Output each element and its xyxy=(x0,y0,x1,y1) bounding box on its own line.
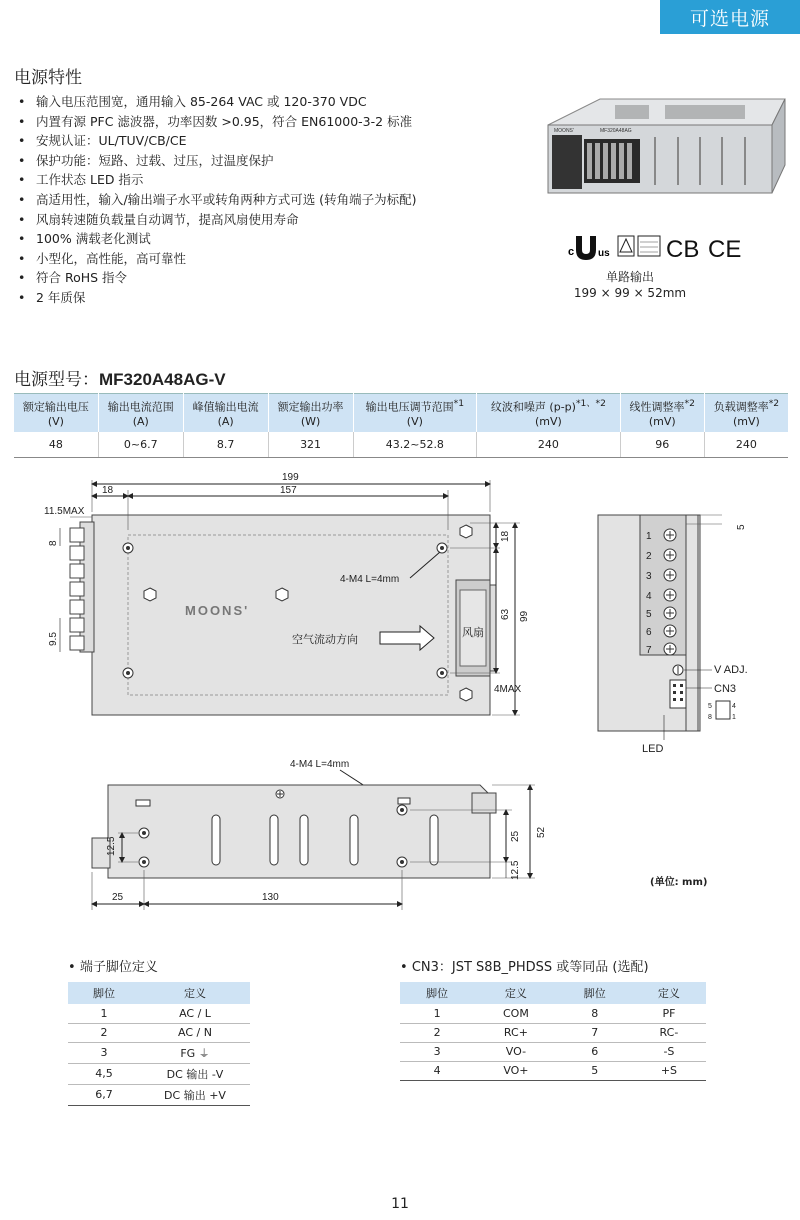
feature-item: • 内置有源 PFC 滤波器，功率因数 >0.95，符合 EN61000-3-2 标准 xyxy=(18,112,416,132)
cn3-pin-label: 5 xyxy=(708,703,712,710)
table-header-row xyxy=(68,982,250,1004)
table-row: 3 VO- 6 -S xyxy=(400,1042,706,1061)
model-label: 电源型号： xyxy=(14,370,99,390)
spec-header: 线性调整率$^{*2}$ (mV) xyxy=(620,394,704,432)
table-header: 脚位 xyxy=(68,982,140,1004)
side-view xyxy=(92,759,547,910)
led-label: LED xyxy=(642,743,664,755)
terminal-pins-table xyxy=(68,982,250,1106)
cn3-pins-title: • CN3：JST S8B_PHDSS 或等同品 (选配) xyxy=(400,960,649,975)
spec-value: 240 xyxy=(704,432,788,458)
category-badge: 可选电源 xyxy=(660,0,800,34)
spec-value: 96 xyxy=(620,432,704,458)
feature-item: • 保护功能：短路、过载、过压，过温度保护 xyxy=(18,151,416,171)
spec-value: 43.2~52.8 xyxy=(353,432,477,458)
model-title xyxy=(14,365,226,390)
spec-header-row xyxy=(14,394,788,432)
dim-18-vertical: 18 xyxy=(500,530,511,542)
m4-callout-top: 4-M4 L=4mm xyxy=(340,574,400,585)
spec-header: 峰值输出电流 (A) xyxy=(183,394,268,432)
terminal-number: 6 xyxy=(646,627,652,638)
brand-logo-text: MOONS' xyxy=(185,603,250,618)
dim-12-5-left: 12.5 xyxy=(106,836,117,856)
unit-note: (单位: mm) xyxy=(650,877,708,888)
dim-9-5: 9.5 xyxy=(48,632,59,646)
certification-marks xyxy=(566,228,766,262)
feature-list xyxy=(18,92,416,308)
dim-157: 157 xyxy=(280,485,297,496)
dim-4max: 4MAX xyxy=(494,684,522,695)
cn3-pin-label: 8 xyxy=(708,714,712,721)
terminal-number: 3 xyxy=(646,571,652,582)
fan-label: 风扇 xyxy=(462,627,484,639)
cb-mark-text: CB xyxy=(666,236,700,262)
table-header: 定义 xyxy=(632,982,706,1004)
cert-c-text: c xyxy=(568,246,575,258)
dim-25-vertical: 25 xyxy=(510,830,521,842)
spec-header: 纹波和噪声 $(p-p)^{*1、*2}$ (mV) xyxy=(477,394,620,432)
mechanical-drawing xyxy=(0,460,800,930)
dim-5: 5 xyxy=(736,524,747,530)
feature-item: • 工作状态 LED 指示 xyxy=(18,170,416,190)
m4-callout-side: 4-M4 L=4mm xyxy=(290,759,350,770)
spec-value: 321 xyxy=(268,432,353,458)
feature-item: • 符合 RoHS 指令 xyxy=(18,268,416,288)
cn3-pins-table xyxy=(400,982,706,1081)
spec-table xyxy=(14,393,788,458)
terminal-pins-title: • 端子脚位定义 xyxy=(68,960,158,975)
cert-us-text: us xyxy=(598,248,610,259)
cn3-label: CN3 xyxy=(714,683,737,695)
features-title: 电源特性 xyxy=(14,68,82,88)
cn3-pin-label: 1 xyxy=(732,714,736,721)
dim-18: 18 xyxy=(102,485,114,496)
output-type: 单路输出 xyxy=(605,270,654,284)
table-row: 3 FG ⏚ xyxy=(68,1042,250,1063)
spec-value: 48 xyxy=(14,432,98,458)
table-header: 定义 xyxy=(140,982,250,1004)
dim-52: 52 xyxy=(536,826,547,838)
spec-value-row xyxy=(14,432,788,458)
table-row: 1 COM 8 PF xyxy=(400,1004,706,1023)
end-view xyxy=(598,515,748,755)
feature-item: • 风扇转速随负载量自动调节，提高风扇使用寿命 xyxy=(18,210,416,230)
dim-199: 199 xyxy=(282,472,299,483)
approval-mark-icon xyxy=(638,236,660,256)
dim-11-5max: 11.5MAX xyxy=(44,506,85,517)
top-view xyxy=(44,472,530,715)
spec-header: 额定输出电压 (V) xyxy=(14,394,98,432)
model-name: MF320A48AG-V xyxy=(99,370,226,389)
spec-header: 输出电流范围 (A) xyxy=(98,394,183,432)
table-row: 6,7 DC 输出 +V xyxy=(68,1084,250,1105)
terminal-number: 4 xyxy=(646,591,652,602)
terminal-number: 7 xyxy=(646,645,652,656)
table-header: 定义 xyxy=(474,982,558,1004)
table-header-row xyxy=(400,982,706,1004)
terminal-number: 2 xyxy=(646,551,652,562)
cn3-connector-icon xyxy=(670,680,686,708)
dim-130: 130 xyxy=(262,892,279,903)
product-photo xyxy=(540,85,790,210)
table-row: 2 RC+ 7 RC- xyxy=(400,1023,706,1042)
product-label-model: MF320A48AG xyxy=(600,128,632,134)
spec-value: 0~6.7 xyxy=(98,432,183,458)
dim-25-horizontal: 25 xyxy=(112,892,124,903)
table-header: 脚位 xyxy=(400,982,474,1004)
spec-value: 240 xyxy=(477,432,620,458)
page-number: 11 xyxy=(391,1196,409,1212)
table-row: 2 AC / N xyxy=(68,1023,250,1042)
vadj-label: V ADJ. xyxy=(714,664,748,676)
feature-item: • 小型化，高性能，高可靠性 xyxy=(18,249,416,269)
feature-item: • 2 年质保 xyxy=(18,288,416,308)
feature-item: • 安规认证：UL/TUV/CB/CE xyxy=(18,131,416,151)
ce-mark-text: CE xyxy=(708,236,742,262)
dim-99: 99 xyxy=(519,610,530,622)
spec-header: 额定输出功率 (W) xyxy=(268,394,353,432)
dim-63: 63 xyxy=(500,608,511,620)
table-row: 4 VO+ 5 +S xyxy=(400,1061,706,1080)
ul-mark-icon xyxy=(576,236,596,260)
terminal-number: 1 xyxy=(646,531,652,542)
table-row: 4,5 DC 输出 -V xyxy=(68,1063,250,1084)
feature-item: • 高适用性，输入/输出端子水平或转角两种方式可选 (转角端子为标配) xyxy=(18,190,416,210)
airflow-label: 空气流动方向 xyxy=(292,634,358,646)
table-row: 1 AC / L xyxy=(68,1004,250,1023)
product-dimensions: 199 × 99 × 52mm xyxy=(573,286,687,300)
spec-header: 输出电压调节范围$^{*1}$ (V) xyxy=(353,394,477,432)
product-label-brand: MOONS' xyxy=(554,128,574,134)
feature-item: • 输入电压范围宽，通用输入 85-264 VAC 或 120-370 VDC xyxy=(18,92,416,112)
feature-item: • 100% 满载老化测试 xyxy=(18,229,416,249)
spec-value: 8.7 xyxy=(183,432,268,458)
cn3-pin-label: 4 xyxy=(732,703,736,710)
table-header: 脚位 xyxy=(558,982,632,1004)
dim-8: 8 xyxy=(48,540,59,546)
spec-header: 负载调整率$^{*2}$ (mV) xyxy=(704,394,788,432)
dim-12-5-right: 12.5 xyxy=(510,860,521,880)
terminal-number: 5 xyxy=(646,609,652,620)
